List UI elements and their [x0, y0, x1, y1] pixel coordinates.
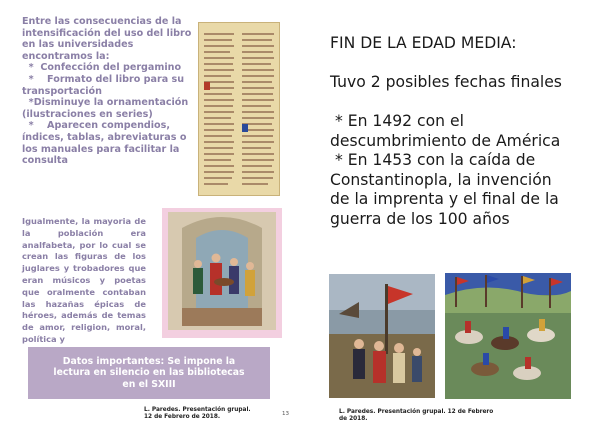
blank-line: [330, 54, 592, 74]
datos-line: Datos importantes: Se impone la: [62, 355, 236, 367]
intro-line: *Disminuye la ornamentación: [22, 97, 189, 109]
intro-line: índices, tablas, abreviaturas o: [22, 131, 187, 143]
blank-line: [330, 93, 592, 113]
credit-right: L. Paredes. Presentación grupal. 12 de Febrero de 2018.: [339, 409, 494, 422]
intro-line: encontramos la:: [22, 50, 110, 62]
columbus-painting: [329, 274, 435, 398]
intro-line: Entre las consecuencias de la: [22, 16, 182, 27]
text-line: Tuvo 2 posibles fechas finales: [330, 73, 562, 91]
intro-line: * Formato del libro para su: [22, 73, 185, 85]
intro-line: consulta: [22, 155, 68, 167]
intro-line: (ilustraciones en series): [22, 108, 153, 120]
text-line: Constantinopla, la invención: [330, 170, 552, 189]
fin-edad-media-text: [330, 34, 592, 229]
intro-line: * Confección del pergamino: [22, 62, 182, 74]
intro-line: intensificación del uso del libro: [22, 27, 192, 39]
heading: FIN DE LA EDAD MEDIA:: [330, 34, 517, 52]
datos-line: lectura en silencio en las bibliotecas: [53, 367, 245, 379]
datos-importantes-box: [28, 347, 270, 399]
battle-painting: [445, 273, 571, 399]
datos-line: en el SXIII: [122, 378, 176, 390]
intro-text: [22, 16, 192, 167]
text-line: guerra de los 100 años: [330, 209, 510, 228]
credit-left: L. Paredes. Presentación grupal. 12 de Febrero de 2018.: [144, 407, 251, 420]
intro-line: * Aparecen compendios,: [22, 120, 171, 132]
text-line: * En 1492 con el: [330, 112, 464, 130]
text-line: * En 1453 con la caída de: [330, 151, 536, 169]
intro-line: en las universidades: [22, 39, 134, 51]
page-number: 13: [282, 411, 289, 417]
text-line: descumbrimiento de América: [330, 131, 561, 150]
juglares-painting: [162, 208, 282, 338]
intro-line: los manuales para facilitar la: [22, 143, 180, 155]
manuscript-image: [198, 22, 280, 196]
text-line: de la imprenta y el final de la: [330, 190, 559, 208]
intro-line: transportación: [22, 85, 102, 97]
juglares-paragraph: Igualmente, la mayoria de la población era analfabeta, por lo cual se crean las figuras de los juglares y trobadores que eran músicos y poetas que oralmente contaban las hazañas épicas de héroes, además de temas de amor, religion, moral, política y: [22, 216, 146, 344]
